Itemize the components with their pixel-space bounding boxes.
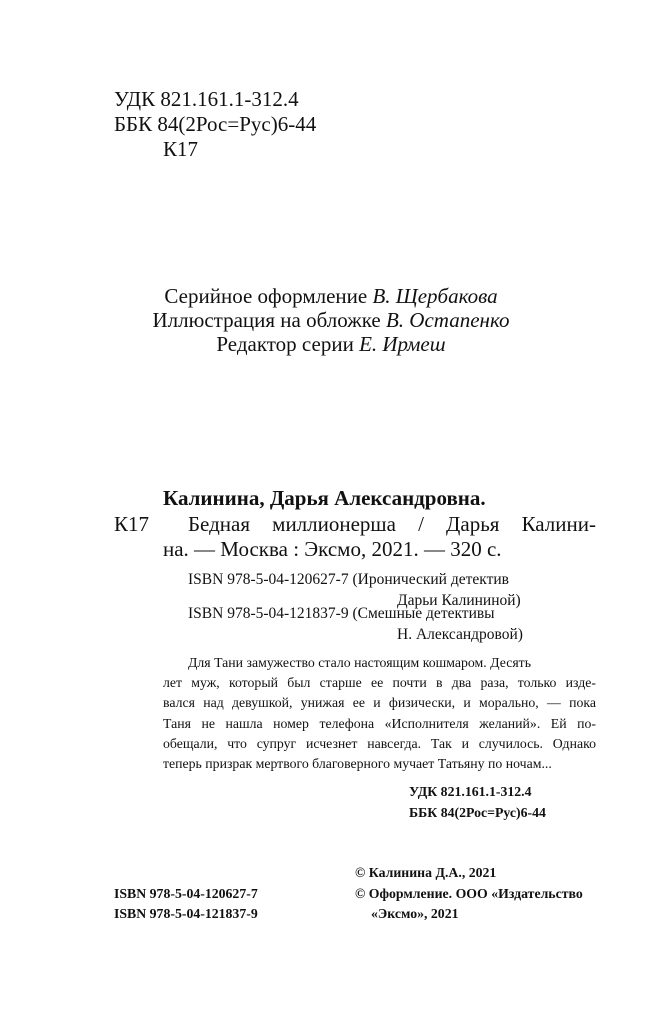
annotation-line-4: Таня не нашла номер телефона «Исполнителя желаний». Ей по- (163, 716, 596, 731)
copyright-publisher: «Эксмо», 2021 (371, 906, 459, 921)
series-editor-label: Редактор серии (216, 332, 354, 356)
udk-code: УДК 821.161.1-312.4 (114, 87, 299, 111)
author-mark: К17 (163, 137, 199, 161)
isbn-1-line-1: ISBN 978-5-04-120627-7 (Иронический детектив (188, 571, 509, 588)
series-editor-credit (0, 331, 662, 357)
cover-illustration-name: В. Остапенко (385, 308, 510, 332)
copyright-design: © Оформление. ООО «Издательство (355, 886, 583, 901)
title-line-1: Бедная миллионерша / Дарья Калини- (188, 512, 596, 536)
udk-code-bold: УДК 821.161.1-312.4 (409, 784, 532, 799)
title-line-1-wrap (188, 511, 596, 537)
isbn-1-line-2: Дарьи Калининой) (397, 592, 521, 609)
annotation-line-6: теперь призрак мертвого благоверного мучает Татьяну по ночам... (163, 756, 552, 771)
isbn-bold-2: ISBN 978-5-04-121837-9 (114, 906, 258, 921)
annotation-line-3: вался над девушкой, унижая ее и физически, и морально, — пока (163, 695, 596, 710)
isbn-2-line-1: ISBN 978-5-04-121837-9 (Смешные детективы (188, 605, 495, 622)
annotation-line-2-wrap (163, 673, 596, 694)
isbn-bold-1: ISBN 978-5-04-120627-7 (114, 886, 258, 901)
annotation-line-5: обещали, что супруг исчезнет навсегда. Так и случилось. Однако (163, 736, 596, 751)
series-design-credit (0, 283, 662, 309)
bbk-code: ББК 84(2Рос=Рус)6-44 (114, 112, 317, 136)
annotation-line-4-wrap (163, 714, 596, 735)
bbk-code-bold: ББК 84(2Рос=Рус)6-44 (409, 805, 546, 820)
series-design-label: Серийное оформление (164, 284, 368, 308)
series-editor-name: Е. Ирмеш (359, 332, 446, 356)
title-line-2: на. — Москва : Эксмо, 2021. — 320 с. (163, 537, 502, 561)
series-design-name: В. Щербакова (372, 284, 498, 308)
isbn-2-line-2: Н. Александровой) (397, 626, 523, 643)
annotation-line-2: лет муж, который был старше ее почти в два раза, только изде- (163, 675, 596, 690)
author-heading: Калинина, Дарья Александровна. (163, 486, 486, 510)
cover-illustration-credit (0, 307, 662, 333)
annotation-line-1: Для Тани замужество стало настоящим кошмаром. Десять (188, 655, 532, 670)
cover-illustration-label: Иллюстрация на обложке (152, 308, 381, 332)
copyright-author: © Калинина Д.А., 2021 (355, 865, 497, 880)
annotation-line-3-wrap (163, 693, 596, 714)
annotation-line-5-wrap (163, 734, 596, 755)
catalog-mark: К17 (114, 512, 150, 536)
